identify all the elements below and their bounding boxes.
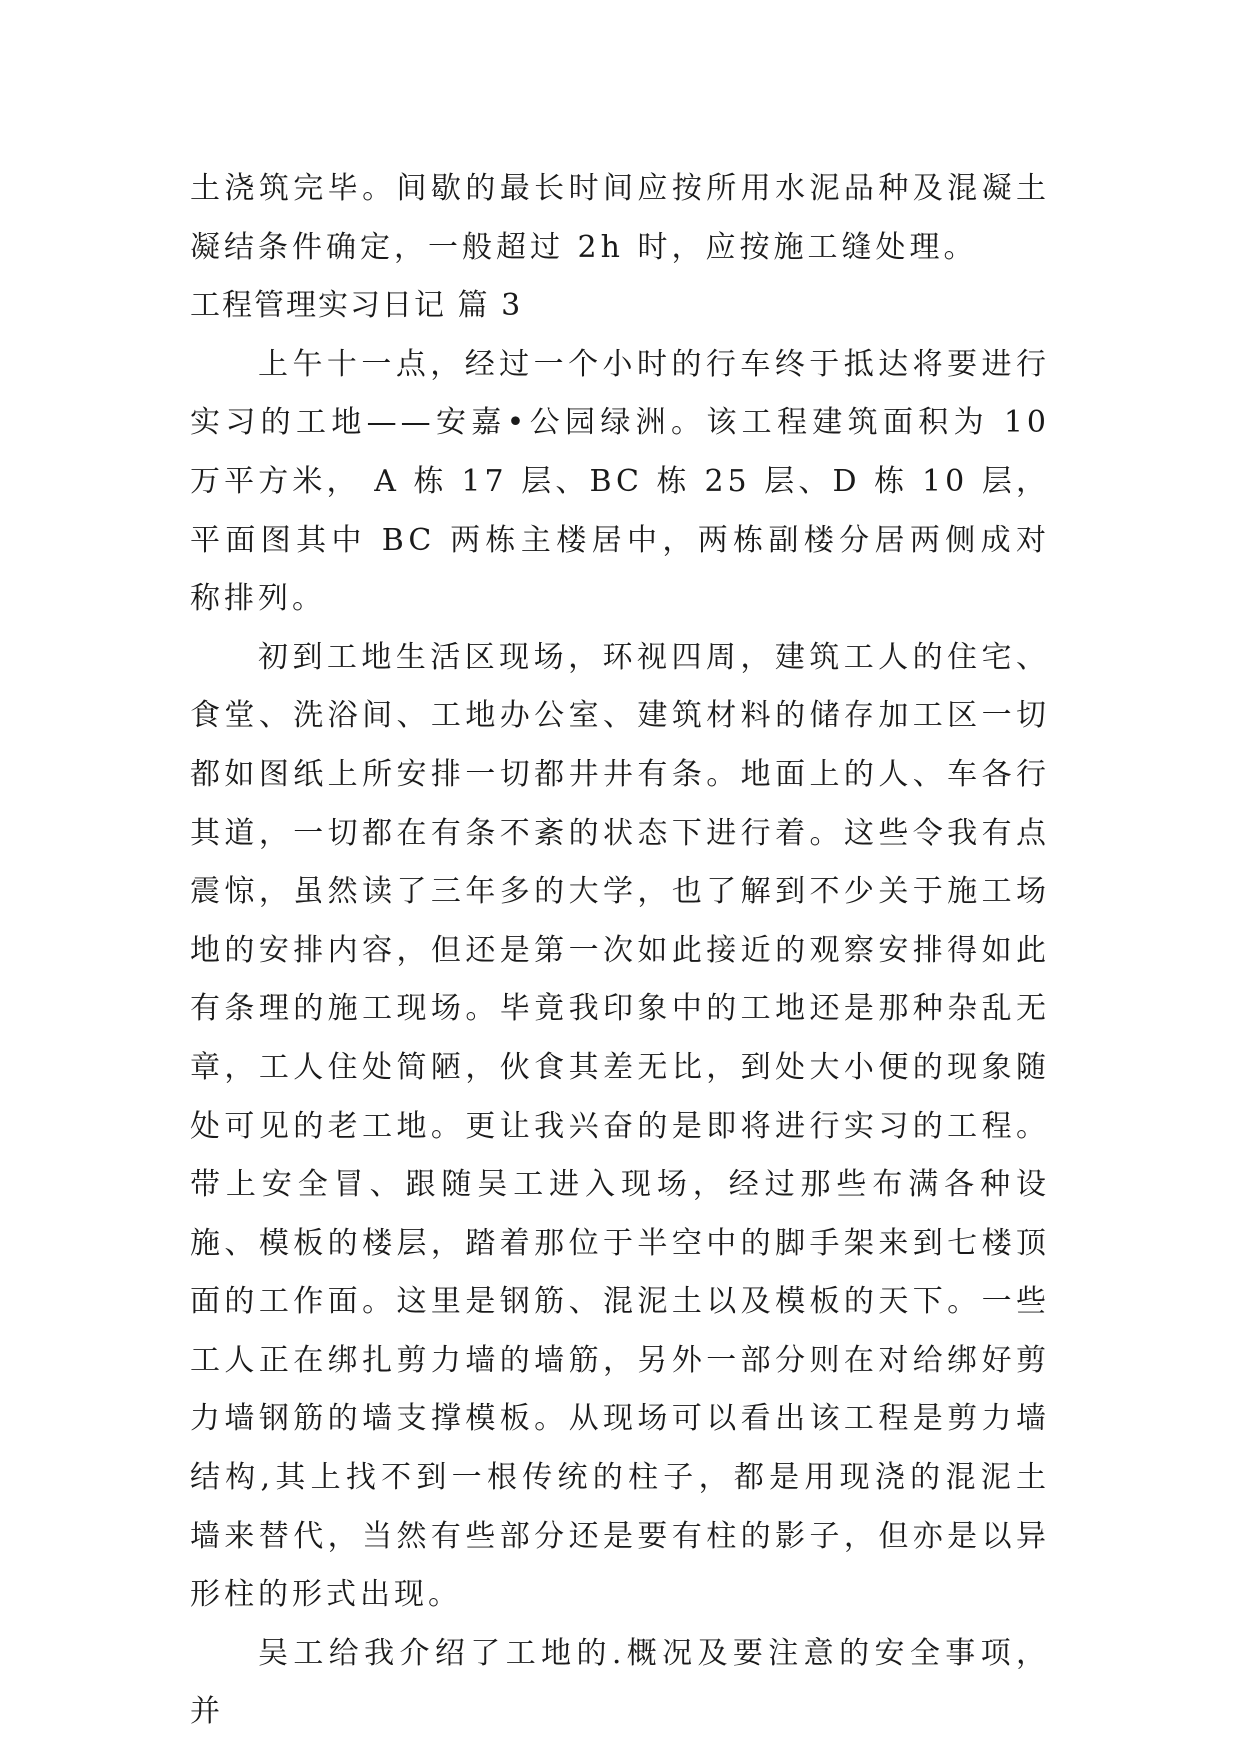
document-body	[190, 160, 1050, 1742]
paragraph-arrival: 上午十一点，经过一个小时的行车终于抵达将要进行实习的工地——安嘉•公园绿洲。该工程建筑面积为 10 万平方米， A 栋 17 层、BC 栋 25 层、D 栋 10 层，平面图其中 BC 两栋主楼居中，两栋副楼分居两侧成对称排列。	[190, 346, 1050, 617]
paragraph-continuation: 土浇筑完毕。间歇的最长时间应按所用水泥品种及混凝土凝结条件确定，一般超过 2h 时，应按施工缝处理。	[190, 171, 1050, 265]
section-heading: 工程管理实习日记 篇 3	[190, 288, 523, 324]
paragraph-site-observation: 初到工地生活区现场，环视四周，建筑工人的住宅、食堂、洗浴间、工地办公室、建筑材料的储存加工区一切都如图纸上所安排一切都井井有条。地面上的人、车各行其道，一切都在有条不紊的状态下进行着。这些令我有点震惊，虽然读了三年多的大学，也了解到不少关于施工场地的安排内容，但还是第一次如此接近的观察安排得如此有条理的施工现场。毕竟我印象中的工地还是那种杂乱无章，工人住处简陋，伙食其差无比，到处大小便的现象随处可见的老工地。更让我兴奋的是即将进行实习的工程。带上安全冒、跟随吴工进入现场，经过那些布满各种设施、模板的楼层，踏着那位于半空中的脚手架来到七楼顶面的工作面。这里是钢筋、混泥土以及模板的天下。一些工人正在绑扎剪力墙的墙筋，另外一部分则在对给绑好剪力墙钢筋的墙支撑模板。从现场可以看出该工程是剪力墙结构,其上找不到一根传统的柱子，都是用现浇的混泥土墙来替代，当然有些部分还是要有柱的影子，但亦是以异形柱的形式出现。	[190, 639, 1050, 1613]
paragraph-safety-intro: 吴工给我介绍了工地的.概况及要注意的安全事项，并	[190, 1635, 1050, 1730]
